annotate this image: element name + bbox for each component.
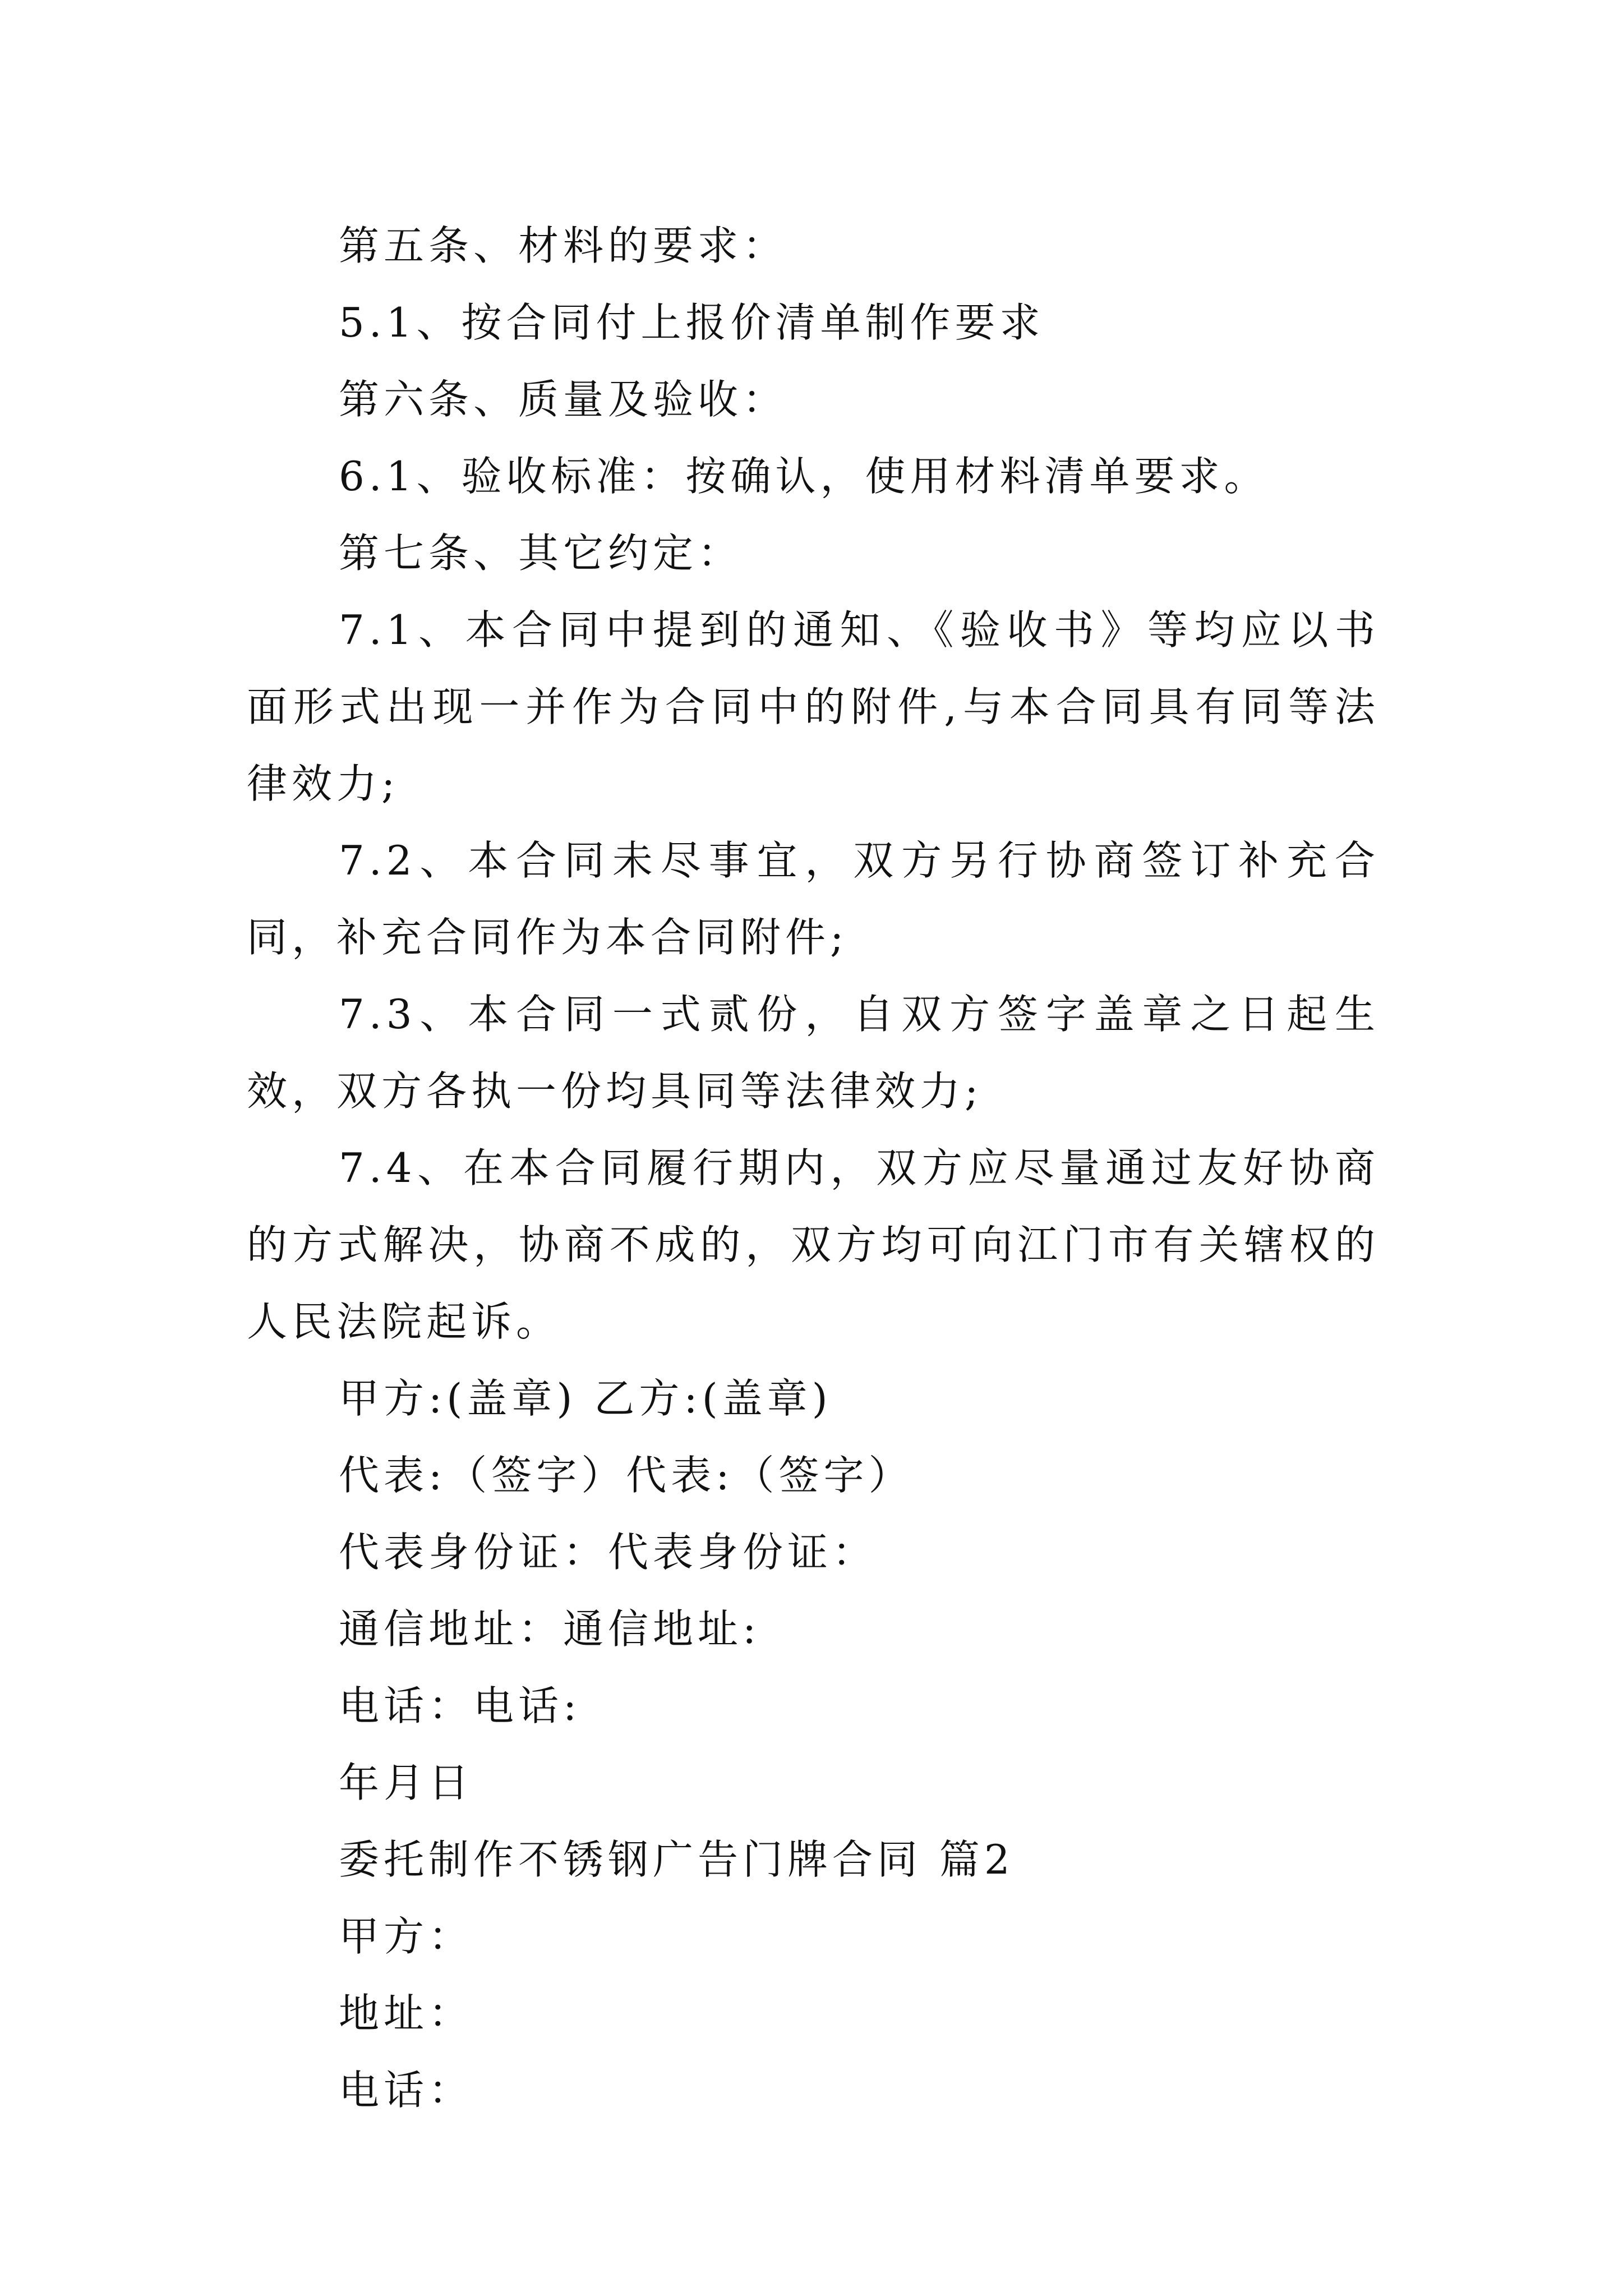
date-line: 年月日 [339,1759,474,1806]
article-7-heading: 第七条、其它约定： [339,530,743,577]
id-card-line: 代表身份证：代表身份证： [339,1529,878,1576]
clause-6-1: 6.1、验收标准：按确认，使用材料清单要求。 [339,453,1269,500]
address-line: 通信地址：通信地址: [339,1605,761,1653]
phone-line: 电话：电话: [339,1682,582,1729]
party-a-phone-line: 电话： [339,2067,474,2114]
clause-7-4: 7.4、在本合同履行期内，双方应尽量通过友好协商的方式解决，协商不成的，双方均可向江门市有关辖权的人民法院起诉。 [247,1144,1380,1345]
party-a-address-line: 地址： [339,1990,474,2037]
signature-representative-line: 代表:（签字）代表:（签字） [339,1452,914,1499]
article-6-heading: 第六条、质量及验收： [339,376,788,423]
party-a-line: 甲方： [339,1913,474,1960]
signature-seal-line: 甲方:(盖章) 乙方:(盖章) [339,1375,832,1422]
clause-7-3: 7.3、本合同一式贰份，自双方签字盖章之日起生效，双方各执一份均具同等法律效力; [247,991,1380,1115]
contract-2-title: 委托制作不锈钢广告门牌合同 篇2 [339,1836,1015,1883]
clause-7-2: 7.2、本合同未尽事宜，双方另行协商签订补充合同，补充合同作为本合同附件; [247,837,1380,961]
article-5-heading: 第五条、材料的要求： [339,222,788,269]
clause-5-1: 5.1、按合同付上报价清单制作要求 [339,299,1045,346]
clause-7-1: 7.1、本合同中提到的通知、《验收书》等均应以书面形式出现一并作为合同中的附件,与本合同具有同等法律效力; [247,606,1380,807]
document-body [247,208,1380,2129]
